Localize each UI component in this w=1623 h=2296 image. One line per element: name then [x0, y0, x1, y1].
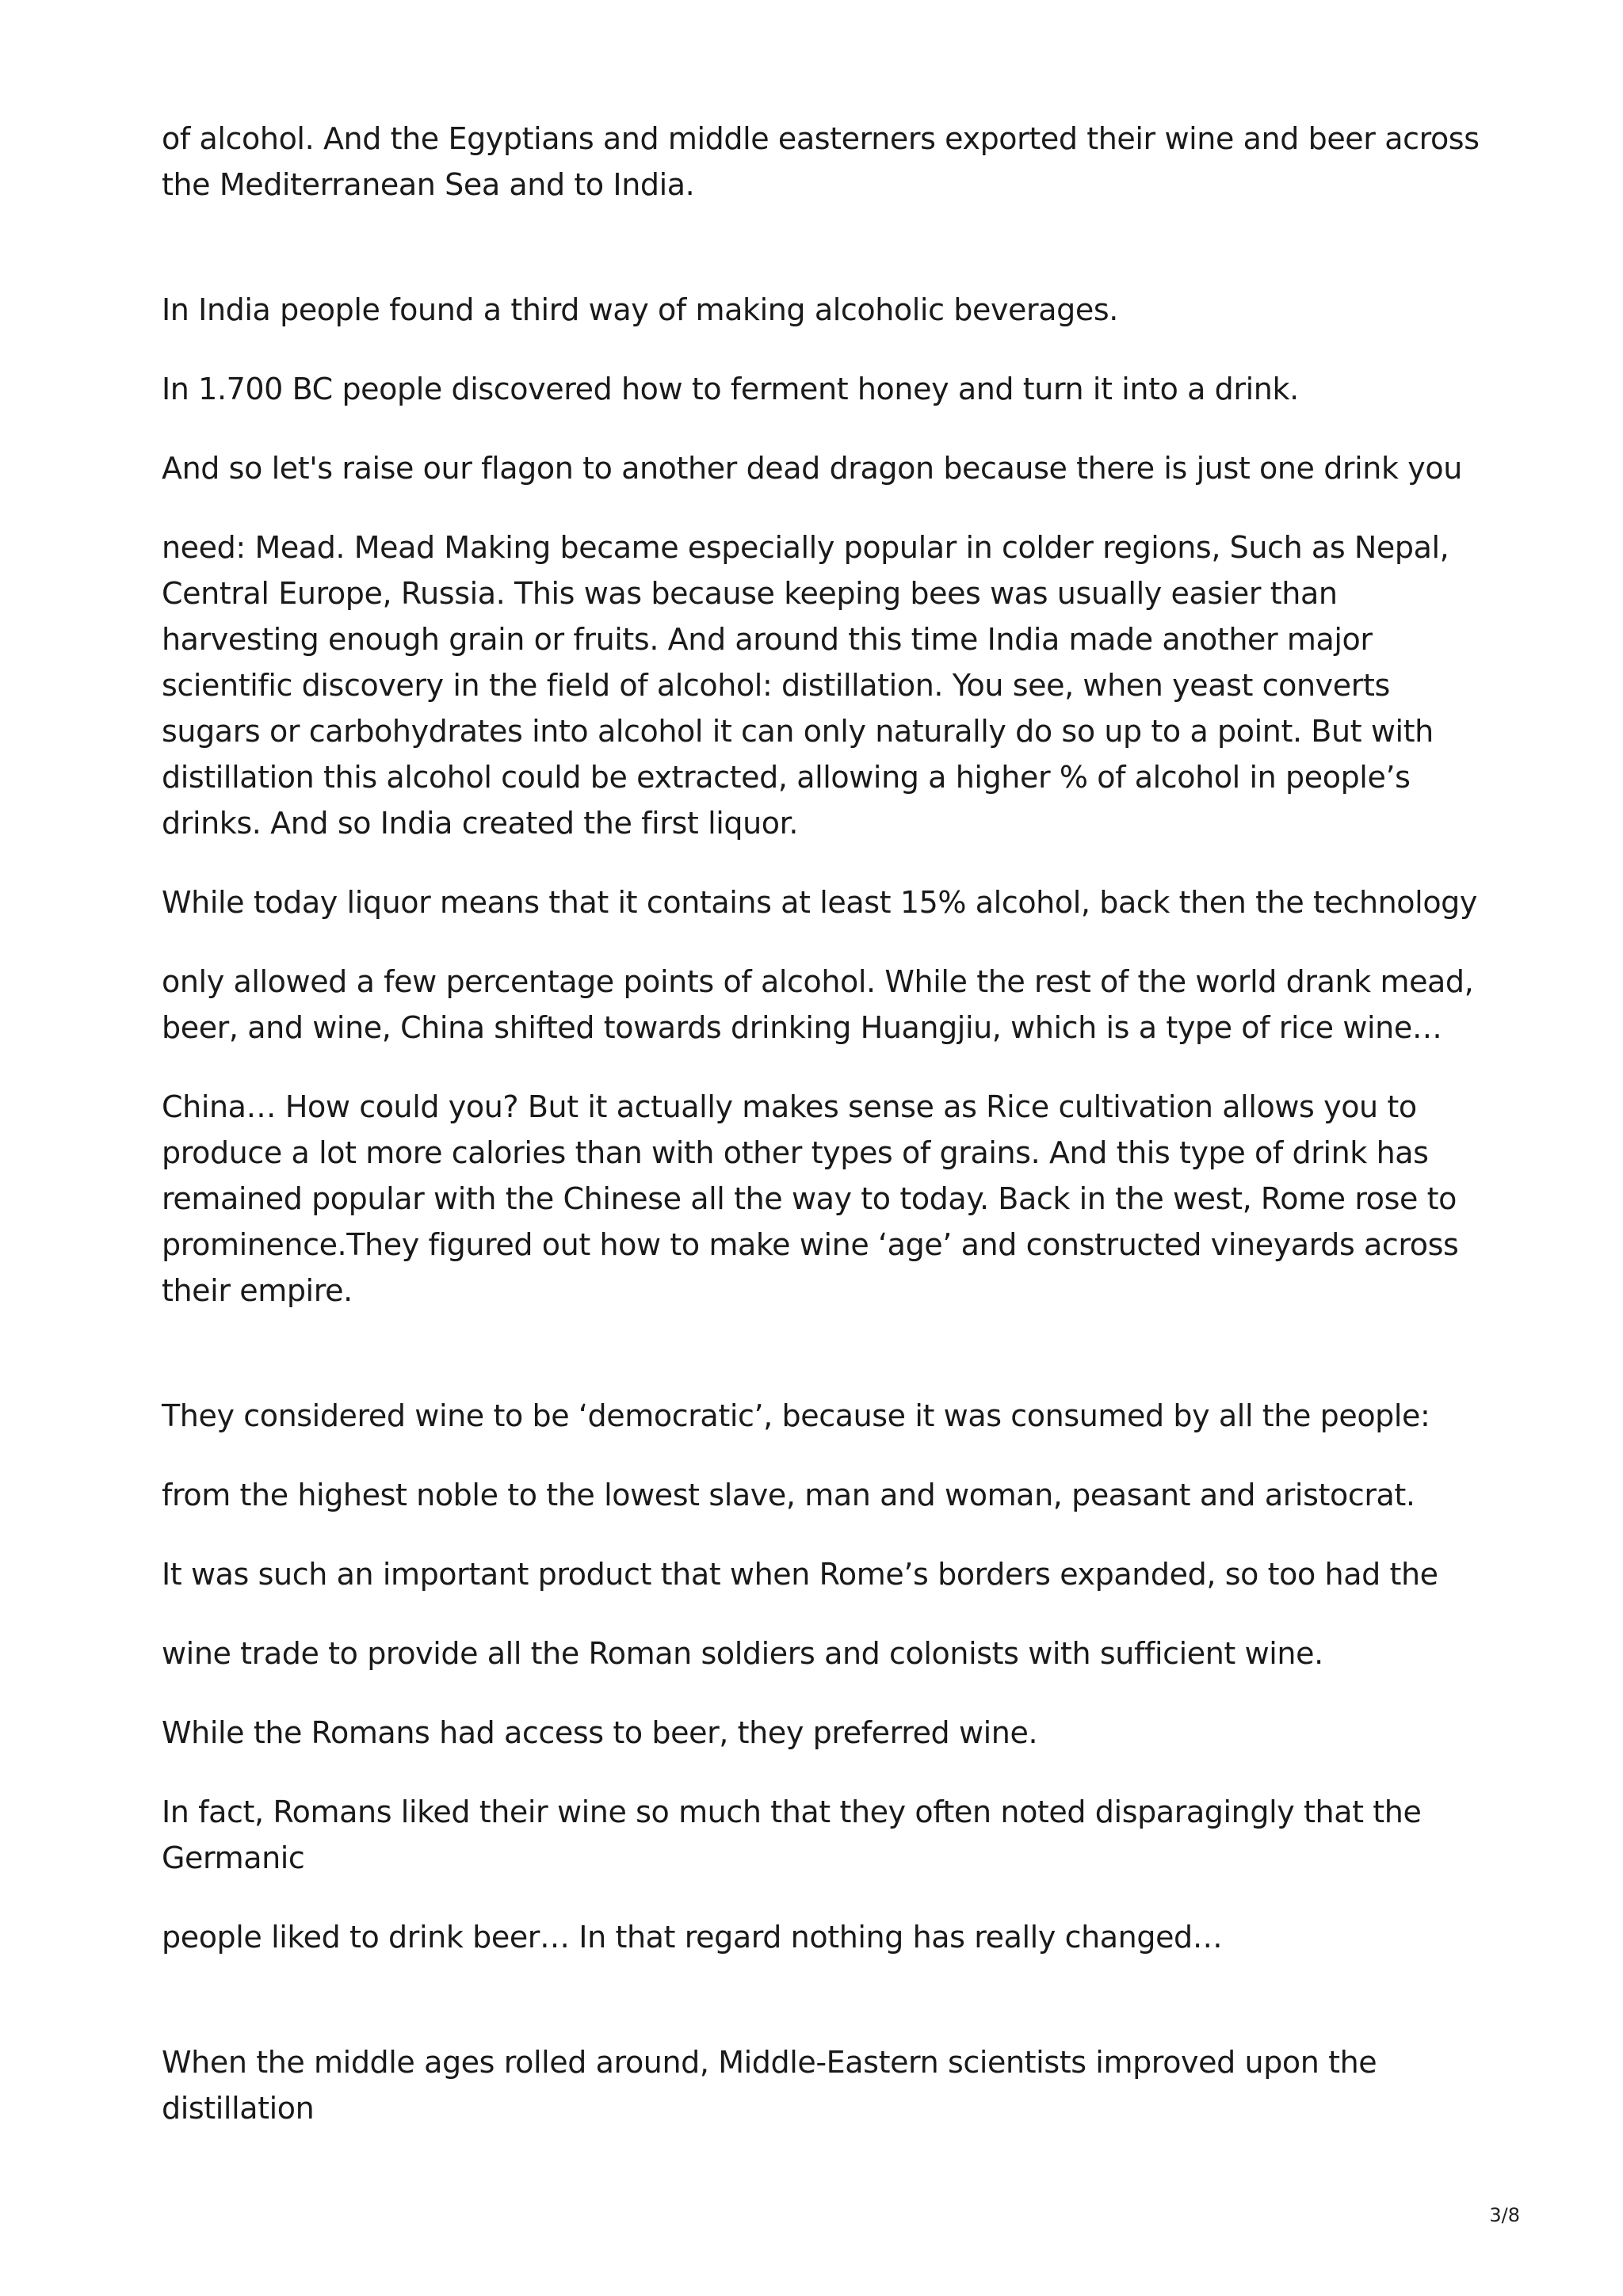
paragraph-nothing-changed: people liked to drink beer… In that regard nothing has really changed…	[162, 1920, 1223, 1955]
paragraph-noble-slave: from the highest noble to the lowest slave, man and woman, peasant and aristocrat.	[162, 1478, 1415, 1512]
paragraph-middle-ages: When the middle ages rolled around, Middle-Eastern scientists improved upon the distillation	[162, 2045, 1377, 2126]
paragraph-rome-borders: It was such an important product that when Rome’s borders expanded, so too had the	[162, 1557, 1438, 1592]
paragraph-raise-flagon: And so let's raise our flagon to another dead dragon because there is just one drink you	[162, 451, 1462, 486]
paragraph-mead-distillation: need: Mead. Mead Making became especially popular in colder regions, Such as Nepal, Central Europe, Russia. This was because keeping bees was usually easier than harvesting enough grain or fruits. And around this time India made another major scientific discovery in the field of alcohol: distillation. You see, when yeast converts sugars or carbohydrates into alcohol it can only naturally do so up to a point. But with distillation this alcohol could be extracted, allowing a higher % of alcohol in people’s drinks. And so India created the first liquor.	[162, 530, 1449, 841]
paragraph-china-rome: China… How could you? But it actually makes sense as Rice cultivation allows you to produce a lot more calories than with other types of grains. And this type of drink has remained popular with the Chinese all the way to today. Back in the west, Rome rose to prominence.They figured out how to make wine ‘age’ and constructed vineyards across their empire.	[162, 1089, 1459, 1308]
page-number: 3/8	[1489, 2204, 1520, 2226]
paragraph-huangjiu: only allowed a few percentage points of alcohol. While the rest of the world drank mead, beer, and wine, China shifted towards drinking Huangjiu, which is a type of rice wine…	[162, 964, 1474, 1045]
paragraph-india-third-way: In India people found a third way of making alcoholic beverages.	[162, 292, 1118, 327]
paragraph-germanic: In fact, Romans liked their wine so much that they often noted disparagingly that the Germanic	[162, 1794, 1422, 1875]
paragraph-egypt-export: of alcohol. And the Egyptians and middle easterners exported their wine and beer across the Mediterranean Sea and to India.	[162, 121, 1480, 202]
paragraph-liquor-definition: While today liquor means that it contains at least 15% alcohol, back then the technology	[162, 885, 1477, 920]
paragraph-honey-ferment: In 1.700 BC people discovered how to ferment honey and turn it into a drink.	[162, 372, 1299, 406]
paragraph-romans-beer: While the Romans had access to beer, they preferred wine.	[162, 1715, 1038, 1750]
paragraph-wine-trade: wine trade to provide all the Roman soldiers and colonists with sufficient wine.	[162, 1636, 1323, 1671]
paragraph-democratic-wine: They considered wine to be ‘democratic’, because it was consumed by all the people:	[162, 1398, 1430, 1433]
document-body	[162, 116, 1493, 2164]
